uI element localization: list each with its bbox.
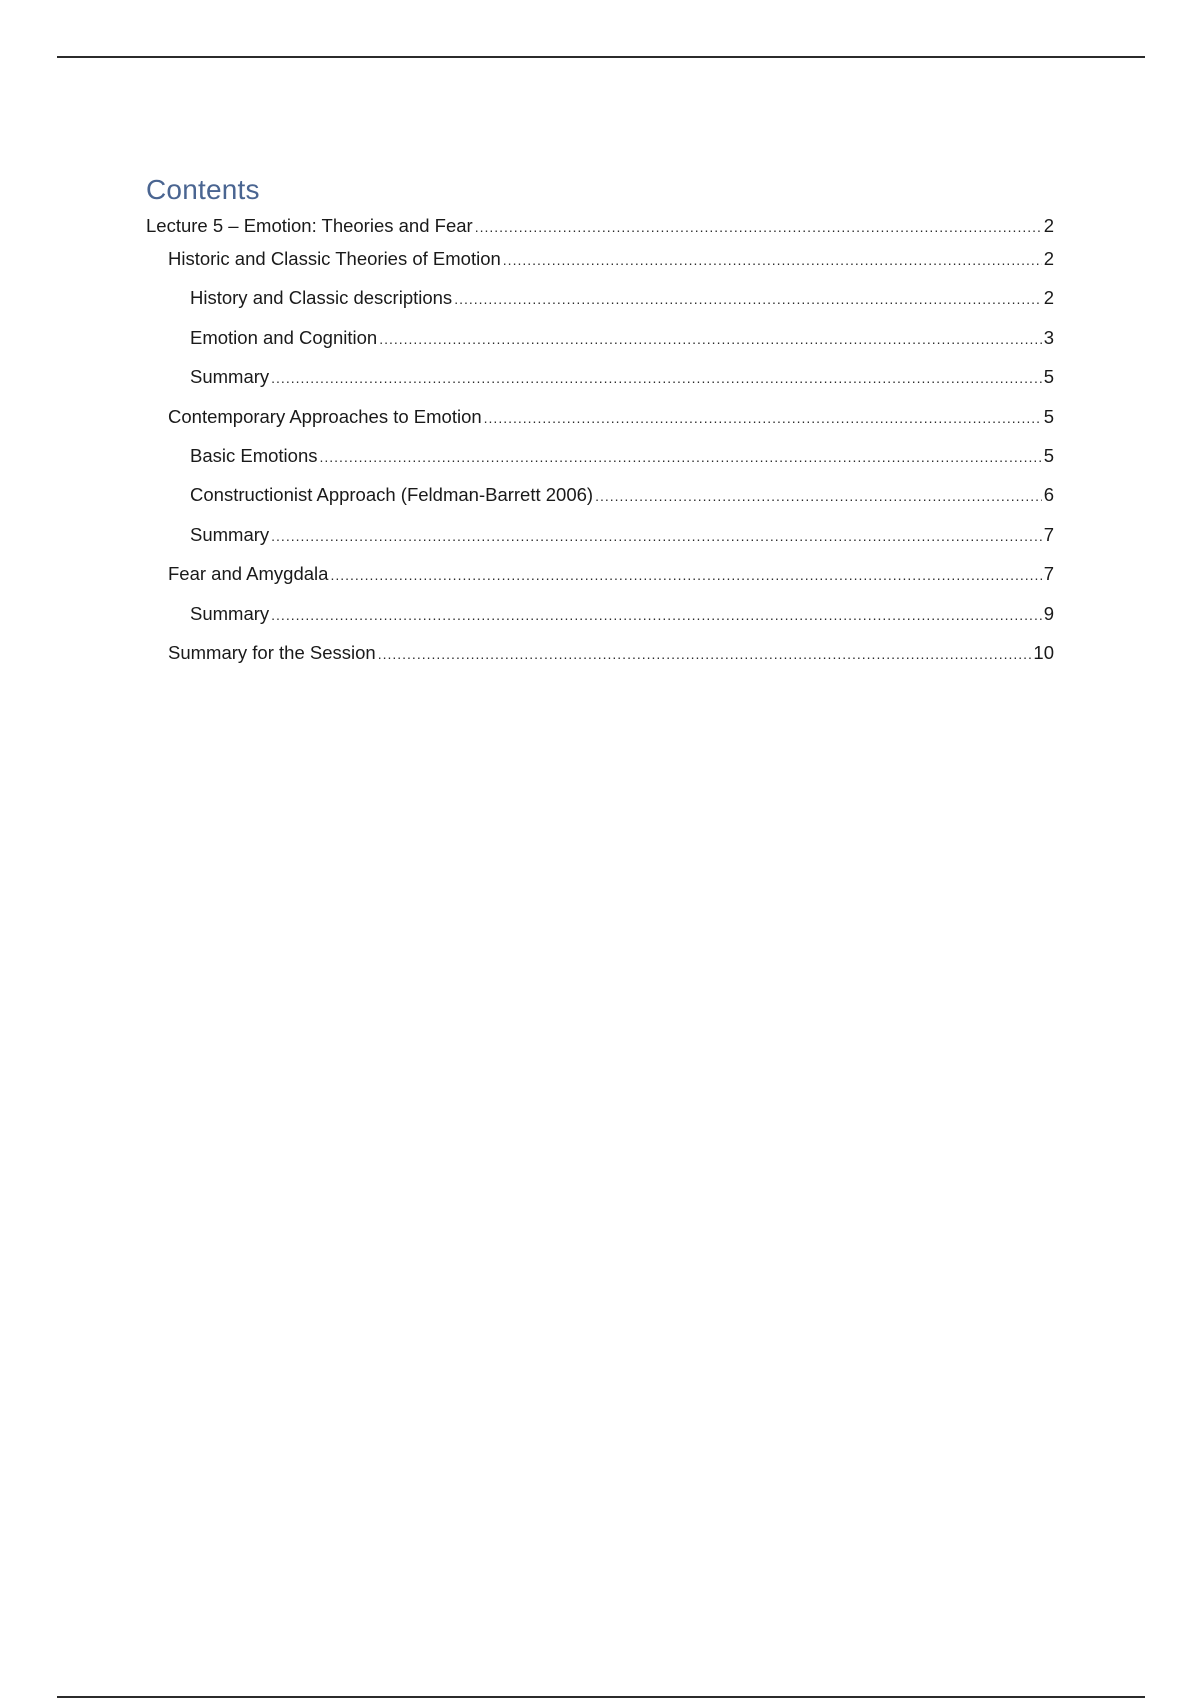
- toc-entry[interactable]: [146, 444, 1054, 483]
- toc-dot-leader: [271, 524, 1042, 548]
- toc-entry[interactable]: [146, 286, 1054, 325]
- toc-dot-leader: [484, 406, 1042, 430]
- toc-dot-leader: [271, 603, 1042, 627]
- toc-entry[interactable]: [146, 523, 1054, 562]
- toc-entry-page: 7: [1043, 523, 1054, 545]
- toc-entry-label: Basic Emotions: [190, 444, 318, 466]
- toc-dot-leader: [271, 366, 1042, 390]
- toc-entry-label: Fear and Amygdala: [168, 563, 329, 585]
- toc-list: [146, 214, 1054, 680]
- toc-entry-page: 2: [1043, 215, 1054, 236]
- toc-entry-page: 2: [1043, 248, 1054, 269]
- toc-entry[interactable]: [146, 641, 1054, 680]
- toc-entry-page: 3: [1043, 326, 1054, 348]
- toc-dot-leader: [595, 484, 1042, 508]
- toc-entry[interactable]: [146, 562, 1054, 601]
- toc-dot-leader: [320, 445, 1042, 469]
- footer-rule: [57, 1696, 1145, 1698]
- toc-entry-page: 5: [1043, 366, 1054, 388]
- toc-entry-label: Lecture 5 – Emotion: Theories and Fear: [146, 215, 473, 236]
- toc-entry-page: 5: [1043, 405, 1054, 427]
- toc-entry-label: Contemporary Approaches to Emotion: [168, 405, 482, 427]
- toc-entry-label: Historic and Classic Theories of Emotion: [168, 248, 501, 269]
- toc-entry-label: Summary for the Session: [168, 641, 376, 663]
- toc-entry-label: Summary: [190, 602, 270, 624]
- toc-entry[interactable]: [146, 405, 1054, 444]
- toc-entry-page: 9: [1043, 602, 1054, 624]
- toc-entry-label: Emotion and Cognition: [190, 326, 378, 348]
- toc-entry[interactable]: [146, 602, 1054, 641]
- toc-entry-page: 7: [1043, 563, 1054, 585]
- toc-title: Contents: [146, 174, 260, 205]
- table-of-contents: [146, 172, 1054, 680]
- toc-entry[interactable]: [146, 326, 1054, 365]
- header-rule: [57, 56, 1145, 58]
- toc-entry-label: Constructionist Approach (Feldman-Barrett 2006): [190, 484, 594, 506]
- toc-entry-page: 2: [1043, 287, 1054, 309]
- toc-entry[interactable]: [146, 483, 1054, 522]
- toc-entry[interactable]: [146, 247, 1054, 286]
- toc-dot-leader: [454, 287, 1042, 311]
- toc-entry-page: 6: [1043, 484, 1054, 506]
- toc-dot-leader: [475, 215, 1042, 239]
- toc-entry-page: 10: [1033, 641, 1054, 663]
- toc-entry-label: Summary: [190, 523, 270, 545]
- toc-dot-leader: [503, 248, 1042, 272]
- toc-entry[interactable]: [146, 365, 1054, 404]
- toc-dot-leader: [379, 327, 1042, 351]
- toc-entry-label: Summary: [190, 366, 270, 388]
- toc-entry-label: History and Classic descriptions: [190, 287, 453, 309]
- toc-entry-page: 5: [1043, 444, 1054, 466]
- toc-entry[interactable]: [146, 214, 1054, 247]
- toc-dot-leader: [378, 642, 1032, 666]
- toc-dot-leader: [330, 563, 1041, 587]
